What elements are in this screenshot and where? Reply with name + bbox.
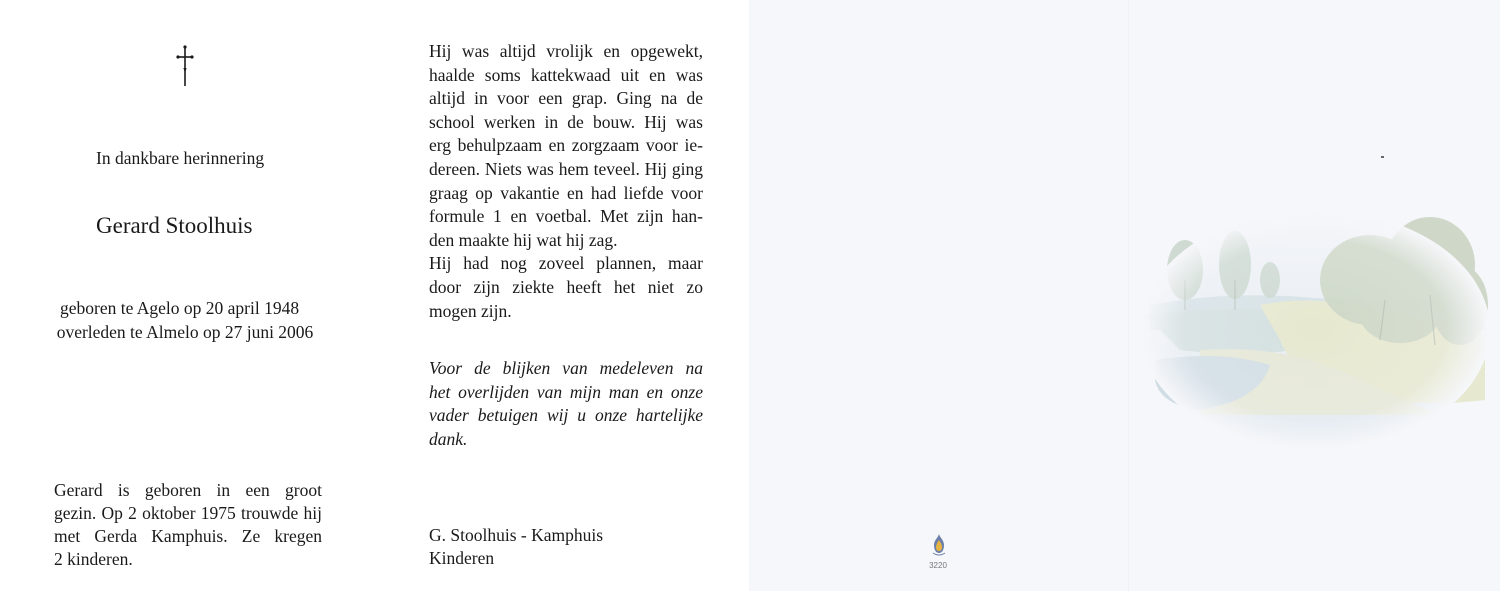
- biography-line: gezin. Op 2 oktober 1975 trouwde hij: [54, 503, 322, 523]
- biography-line: altijd in voor een grap. Ging na de: [429, 88, 703, 109]
- printer-number: 3220: [929, 561, 947, 570]
- biography-line: haalde soms kattekwaad uit en was: [429, 64, 703, 85]
- biography-line: 2 kinderen.: [54, 549, 133, 569]
- biography-intro: [54, 479, 322, 571]
- thank-you-message: [429, 357, 703, 451]
- biography-line: school werken in de bouw. Hij was: [429, 111, 703, 132]
- biography-line: door zijn ziekte heeft het niet zo: [429, 276, 703, 297]
- paper-speck: [1381, 156, 1384, 158]
- death-line: overleden te Almelo op 27 juni 2006: [56, 322, 314, 342]
- cross-icon: [175, 44, 195, 88]
- biography-line: formule 1 en voetbal. Met zijn han-: [429, 206, 703, 227]
- inner-spread: [0, 0, 749, 591]
- biography-line: erg behulpzaam en zorgzaam voor ie-: [429, 135, 703, 156]
- signature-children: Kinderen: [429, 548, 495, 568]
- card-heading: In dankbare herinnering: [96, 148, 265, 168]
- birth-line: geboren te Agelo op 20 april 1948: [60, 298, 300, 318]
- biography-line: met Gerda Kamphuis. Ze kregen: [54, 526, 322, 546]
- fold-line: [1128, 0, 1129, 591]
- thanks-line: vader betuigen wij u onze hartelijke: [429, 405, 703, 426]
- signature-family: G. Stoolhuis - Kamphuis: [429, 525, 604, 545]
- thanks-line: dank.: [429, 428, 468, 449]
- biography-line: Gerard is geboren in een groot: [54, 480, 322, 500]
- deceased-name: Gerard Stoolhuis: [96, 213, 253, 238]
- biography-line: graag op vakantie en had liefde voor: [429, 182, 703, 203]
- thanks-line: Voor de blijken van medeleven na: [429, 358, 703, 378]
- thanks-line: het overlijden van mijn man en onze: [429, 381, 703, 402]
- biography-line: Hij had nog zoveel plannen, maar: [429, 253, 703, 274]
- biography-line: mogen zijn.: [429, 300, 512, 321]
- biography-line: dereen. Niets was hem teveel. Hij ging: [429, 158, 703, 179]
- biography-line: Hij was altijd vrolijk en opgewekt,: [429, 41, 703, 61]
- biography-line: den maakte hij wat hij zag.: [429, 229, 618, 250]
- printer-logo-icon: [929, 532, 949, 560]
- biography-continued: [429, 40, 703, 323]
- landscape-illustration: [1140, 210, 1490, 450]
